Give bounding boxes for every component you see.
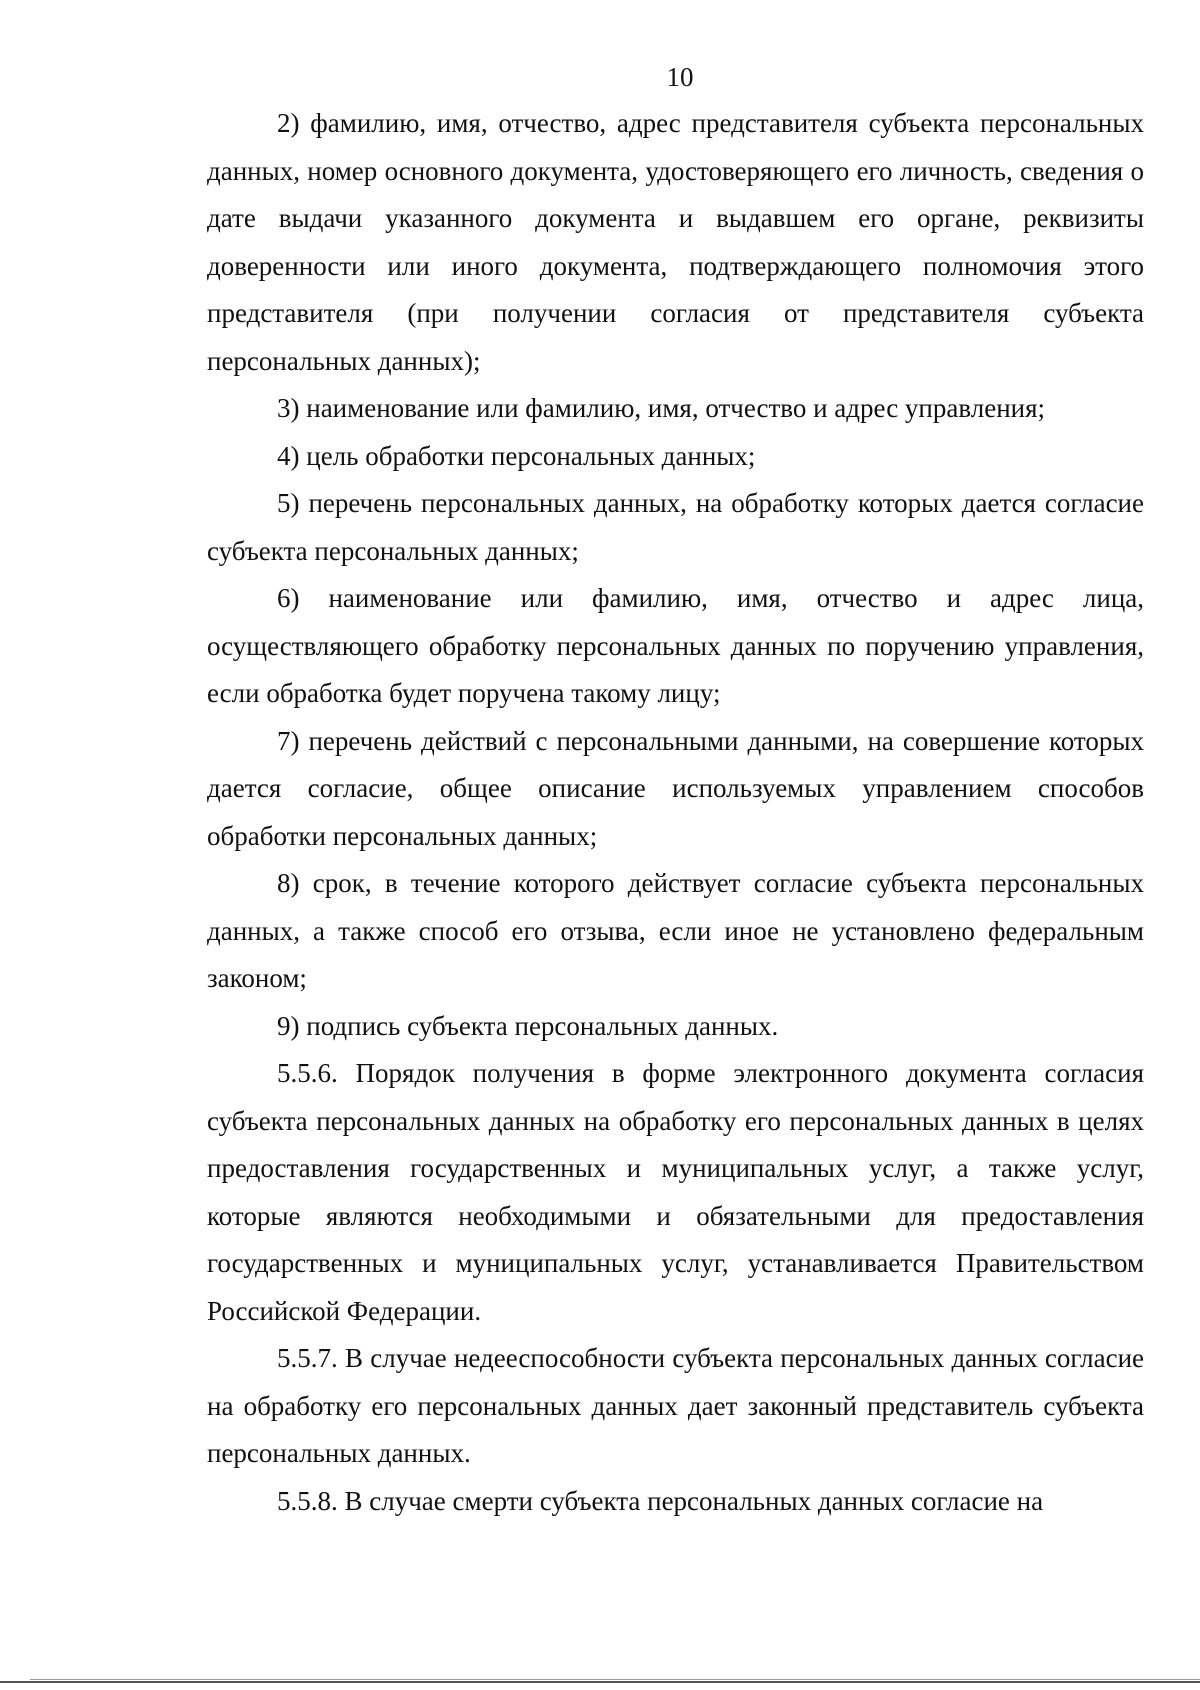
clause-5-5-6: 5.5.6. Порядок получения в форме электронного документа согласия субъекта персональных данных на обработку его персональных данных в целях предоставления государственных и муниципальных услуг, а также услуг, которые являются необходимыми и обязательными для предоставления государственных и муниципальных услуг, устанавливается Правительством Российской Федерации.: [207, 1058, 1144, 1326]
clause-5-5-8: 5.5.8. В случае смерти субъекта персональных данных согласие на: [277, 1485, 1044, 1516]
list-item-2: 2) фамилию, имя, отчество, адрес представителя субъекта персональных данных, номер основного документа, удостоверяющего его личность, сведения о дате выдачи указанного документа и выдавшем его органе, реквизиты доверенности или иного документа, подтверждающего полномочия этого представителя (при получении согласия от представителя субъекта персональных данных);: [207, 108, 1144, 376]
list-item-6: 6) наименование или фамилию, имя, отчество и адрес лица, осуществляющего обработку персональных данных по поручению управления, если обработка будет поручена такому лицу;: [207, 583, 1144, 708]
bottom-rule: [0, 1681, 1200, 1683]
list-item-9: 9) подпись субъекта персональных данных.: [277, 1010, 779, 1041]
list-item-3: 3) наименование или фамилию, имя, отчество и адрес управления;: [277, 393, 1046, 423]
list-item-5: 5) перечень персональных данных, на обработку которых дается согласие субъекта персональных данных;: [207, 488, 1144, 566]
list-item-8: 8) срок, в течение которого действует согласие субъекта персональных данных, а также способ его отзыва, если иное не установлено федеральным законом;: [207, 868, 1144, 993]
document-body: [207, 100, 1144, 1525]
list-item-7: 7) перечень действий с персональными данными, на совершение которых дается согласие, общее описание используемых управлением способов обработки персональных данных;: [207, 725, 1144, 851]
clause-5-5-7: 5.5.7. В случае недееспособности субъекта персональных данных согласие на обработку его персональных данных дает законный представитель субъекта персональных данных.: [207, 1343, 1144, 1468]
page-number: 10: [666, 62, 694, 92]
list-item-4: 4) цель обработки персональных данных;: [277, 440, 756, 471]
